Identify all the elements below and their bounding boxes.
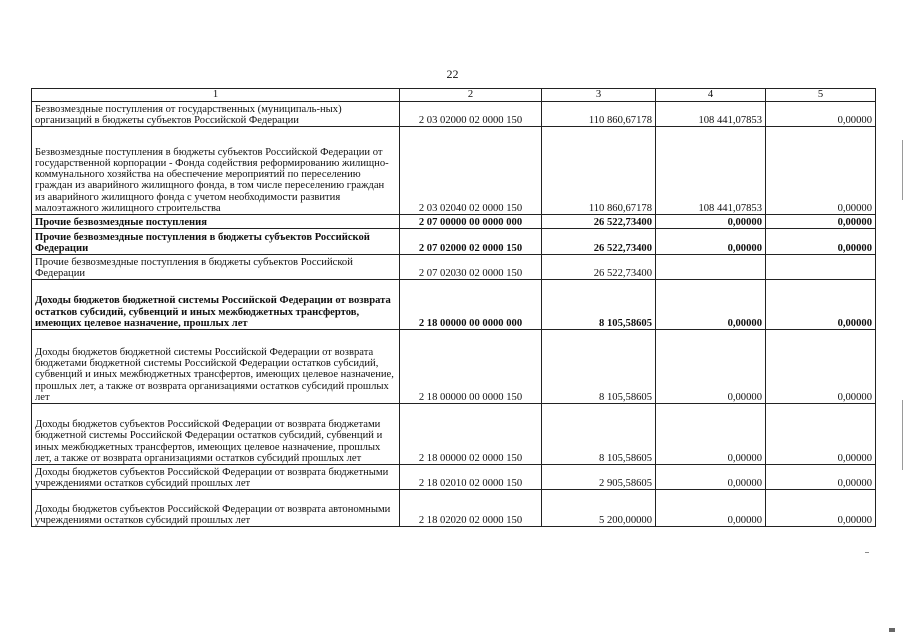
- header-col-3: 3: [542, 89, 656, 102]
- row-code: 2 18 00000 00 0000 000: [400, 280, 542, 330]
- row-col3: 8 105,58605: [542, 280, 656, 330]
- row-name: Прочие безвозмездные поступления в бюджеты субъектов Российской Федерации: [32, 255, 400, 280]
- header-col-4: 4: [656, 89, 766, 102]
- scan-edge-mark: [902, 400, 903, 470]
- row-col3: 8 105,58605: [542, 330, 656, 404]
- table-row: [32, 465, 876, 490]
- row-col4: 0,00000: [656, 404, 766, 465]
- row-col5: 0,00000: [766, 330, 876, 404]
- row-col5: [766, 255, 876, 280]
- header-col-2: 2: [400, 89, 542, 102]
- table-row: [32, 280, 876, 330]
- table-row: [32, 490, 876, 527]
- row-col3: 8 105,58605: [542, 404, 656, 465]
- row-code: 2 07 00000 00 0000 000: [400, 215, 542, 229]
- row-code: 2 18 00000 00 0000 150: [400, 330, 542, 404]
- row-code: 2 18 00000 02 0000 150: [400, 404, 542, 465]
- row-code: 2 18 02010 02 0000 150: [400, 465, 542, 490]
- row-name: Доходы бюджетов субъектов Российской Федерации от возврата бюджетными учреждениями остатков субсидий прошлых лет: [32, 465, 400, 490]
- table-row: [32, 404, 876, 465]
- row-col5: 0,00000: [766, 127, 876, 215]
- row-code: 2 03 02000 02 0000 150: [400, 102, 542, 127]
- row-col3: 110 860,67178: [542, 102, 656, 127]
- row-col5: 0,00000: [766, 102, 876, 127]
- row-col3: 26 522,73400: [542, 215, 656, 229]
- row-col4: [656, 255, 766, 280]
- row-col5: 0,00000: [766, 490, 876, 527]
- page-number: 22: [446, 67, 459, 81]
- row-name: Доходы бюджетов субъектов Российской Федерации от возврата бюджетами бюджетной системы Российской Федерации остатков субсидий, субвенций и иных межбюджетных трансфертов, имеющих целевое назначение, прошлых лет, а также от возврата организациями остатков субсидий прошлых лет: [32, 404, 400, 465]
- scan-speck: [889, 628, 895, 632]
- row-code: 2 18 02020 02 0000 150: [400, 490, 542, 527]
- scan-edge-mark: [902, 140, 903, 200]
- row-col5: 0,00000: [766, 280, 876, 330]
- header-col-1: 1: [32, 89, 400, 102]
- table-row: [32, 255, 876, 280]
- header-row: [32, 89, 876, 102]
- row-col3: 26 522,73400: [542, 255, 656, 280]
- row-code: 2 07 02000 02 0000 150: [400, 229, 542, 255]
- row-name: Доходы бюджетов субъектов Российской Федерации от возврата автономными учреждениями остатков субсидий прошлых лет: [32, 490, 400, 527]
- row-col4: 0,00000: [656, 229, 766, 255]
- row-code: 2 07 02030 02 0000 150: [400, 255, 542, 280]
- table-row: [32, 215, 876, 229]
- row-col5: 0,00000: [766, 465, 876, 490]
- row-name: Прочие безвозмездные поступления в бюджеты субъектов Российской Федерации: [32, 229, 400, 255]
- row-name: Доходы бюджетов бюджетной системы Российской Федерации от возврата бюджетами бюджетной системы Российской Федерации остатков субсидий, субвенций и иных межбюджетных трансфертов, имеющих целевое назначение, прошлых лет, а также от возврата организациями остатков субсидий прошлых лет: [32, 330, 400, 404]
- row-col3: 5 200,00000: [542, 490, 656, 527]
- row-col4: 108 441,07853: [656, 127, 766, 215]
- row-col5: 0,00000: [766, 404, 876, 465]
- row-name: Безвозмездные поступления в бюджеты субъектов Российской Федерации от государственной корпорации - Фонда содействия реформированию жилищно-коммунального хозяйства на обеспечение мероприятий по переселению граждан из аварийного жилищного фонда, в том числе переселению граждан из аварийного жилищного фонда с учетом необходимости развития малоэтажного жилищного строительства: [32, 127, 400, 215]
- table-row: [32, 229, 876, 255]
- header-col-5: 5: [766, 89, 876, 102]
- revenue-table: [31, 88, 876, 527]
- row-col5: 0,00000: [766, 215, 876, 229]
- row-code: 2 03 02040 02 0000 150: [400, 127, 542, 215]
- table-row: [32, 102, 876, 127]
- row-col5: 0,00000: [766, 229, 876, 255]
- row-col4: 0,00000: [656, 490, 766, 527]
- row-col3: 26 522,73400: [542, 229, 656, 255]
- table-row: [32, 330, 876, 404]
- table-row: [32, 127, 876, 215]
- row-col3: 110 860,67178: [542, 127, 656, 215]
- row-col3: 2 905,58605: [542, 465, 656, 490]
- scan-speck: [865, 552, 869, 553]
- row-name: Доходы бюджетов бюджетной системы Российской Федерации от возврата остатков субсидий, субвенций и иных межбюджетных трансфертов, имеющих целевое назначение, прошлых лет: [32, 280, 400, 330]
- row-col4: 0,00000: [656, 280, 766, 330]
- row-col4: 0,00000: [656, 215, 766, 229]
- row-col4: 0,00000: [656, 465, 766, 490]
- row-col4: 0,00000: [656, 330, 766, 404]
- row-col4: 108 441,07853: [656, 102, 766, 127]
- row-name: Прочие безвозмездные поступления: [32, 215, 400, 229]
- row-name: Безвозмездные поступления от государственных (муниципаль-ных) организаций в бюджеты субъектов Российской Федерации: [32, 102, 400, 127]
